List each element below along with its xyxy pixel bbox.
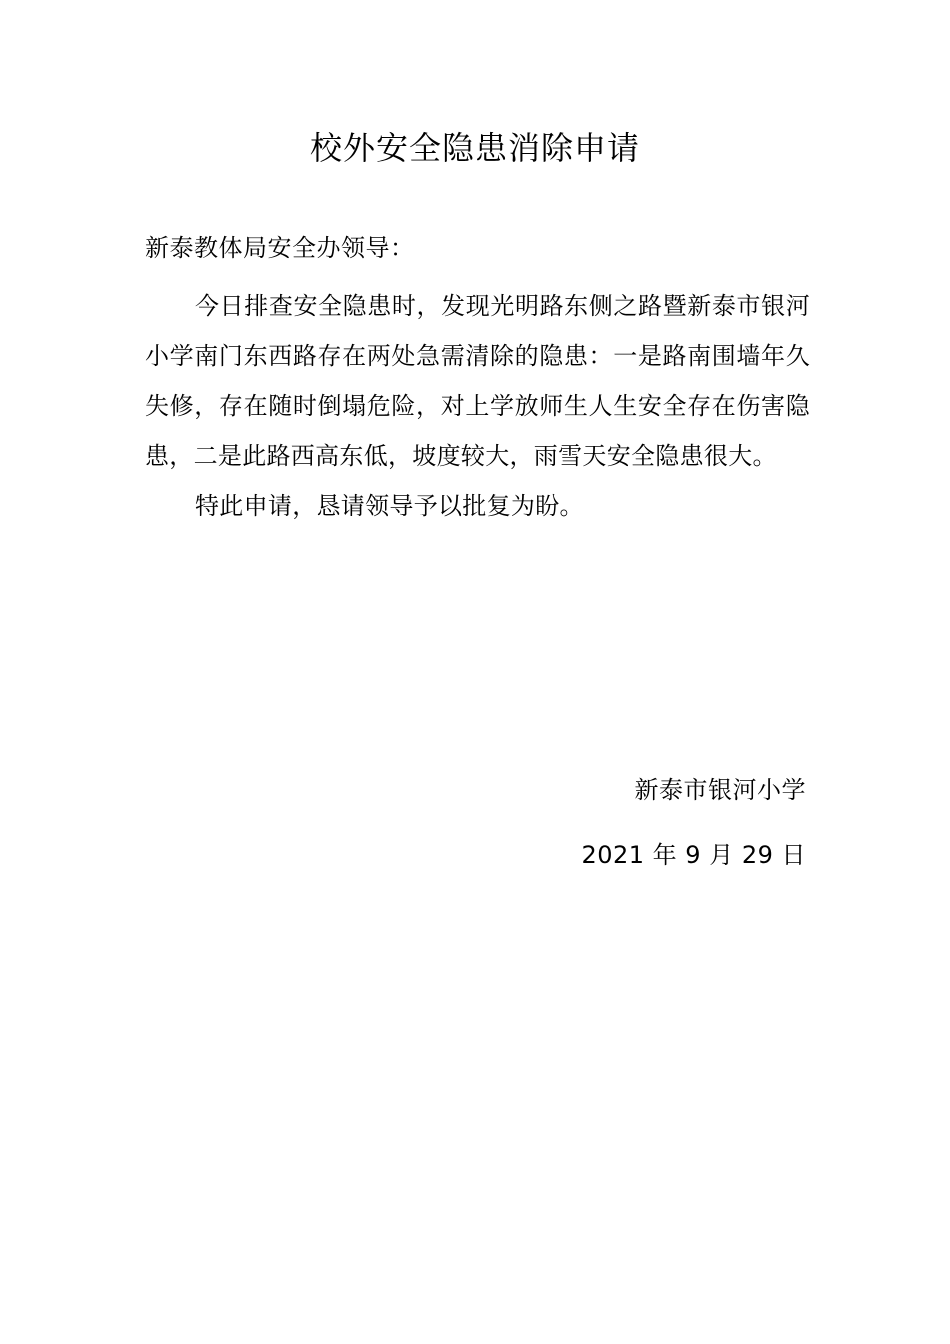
document-date: 2021 年 9 月 29 日 <box>581 841 806 869</box>
closing-paragraph: 特此申请，恳请领导予以批复为盼。 <box>195 492 584 520</box>
signature: 新泰市银河小学 <box>634 776 806 804</box>
document-body <box>145 281 810 531</box>
salutation: 新泰教体局安全办领导： <box>145 234 415 262</box>
document-title: 校外安全隐患消除申请 <box>309 129 640 167</box>
body-paragraph: 今日排查安全隐患时，发现光明路东侧之路暨新泰市银河小学南门东西路存在两处急需清除的隐患：一是路南围墙年久失修，存在随时倒塌危险，对上学放师生人生安全存在伤害隐患，二是此路西高东低，坡度较大，雨雪天安全隐患很大。 <box>145 292 810 470</box>
